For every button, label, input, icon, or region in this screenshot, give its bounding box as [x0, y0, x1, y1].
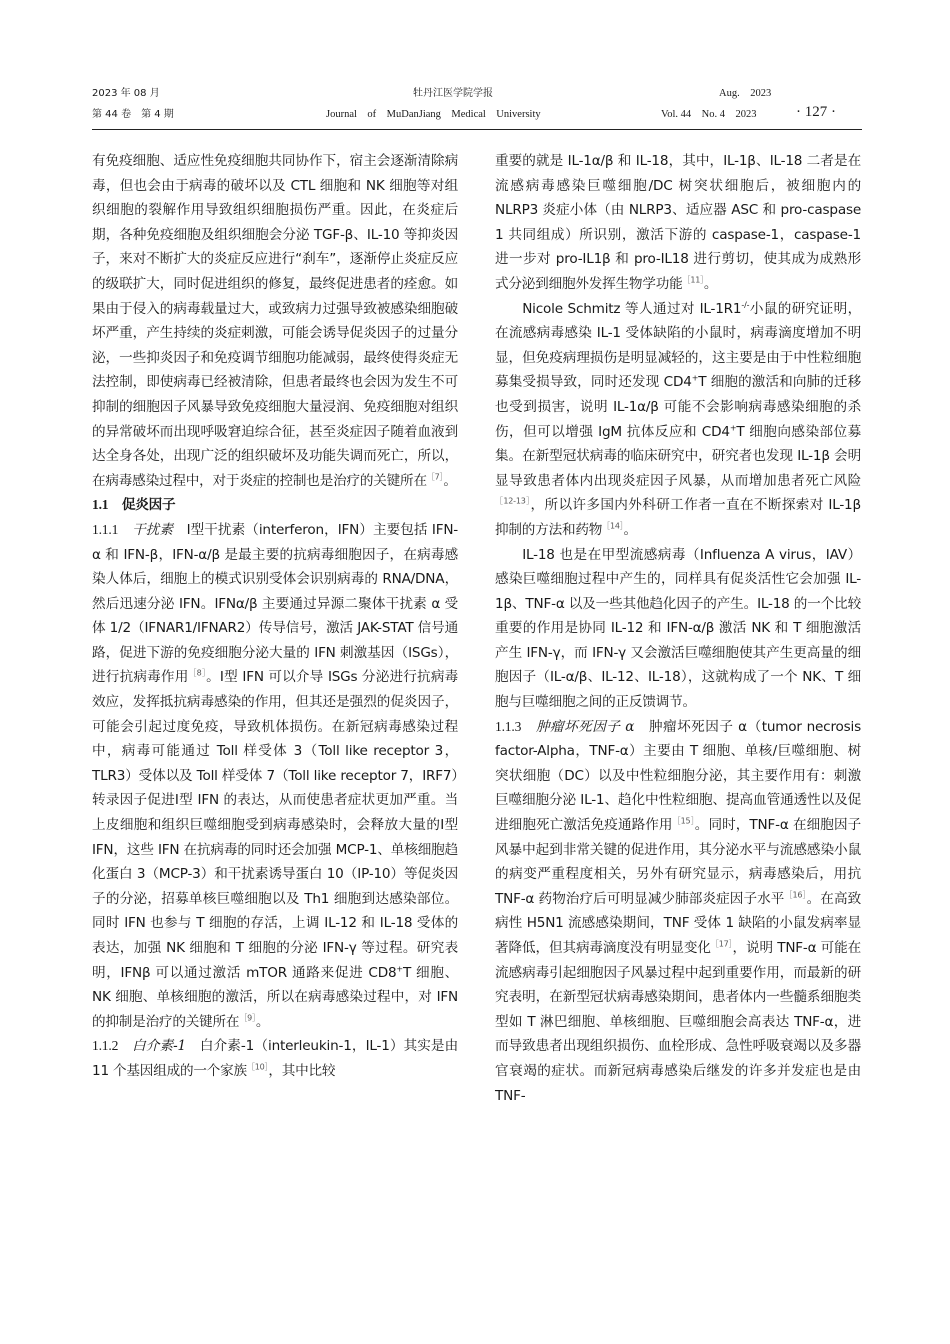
paragraph: 有免疫细胞、适应性免疫细胞共同协作下，宿主会逐渐清除病毒，但也会由于病毒的破坏以及 CTL 细胞和 NK 细胞等对组织细胞的裂解作用导致组织细胞损伤严重。因此，在炎症后期，各种免疫细胞及组织细胞会分泌 TGF-β、IL-10 等抑炎因子，来对不断扩大的炎症反应进行“刹车”，逐渐停止炎症反应的级联扩大，同时促进组织的修复，最终促进患者的痊愈。如果由于侵入的病毒载量过大，或致病力过强导致被感染细胞破坏严重，产生持续的炎症刺激，可能会诱导促炎因子的过量分泌，一些抑炎因子和免疫调节细胞功能减弱，最终使得炎症无法控制，即使病毒已经被清除，但患者最终也会因为发生不可抑制的细胞因子风暴导致免疫细胞大量浸润、免疫细胞对组织的异常破坏而出现呼吸窘迫综合征，甚至炎症因子随着血液到达全身各处，出现广泛的组织破坏及功能失调而死亡，所以，在病毒感染过程中，对于炎症的控制也是治疗的关键所在$^{[7]}$。 — [92, 153, 458, 489]
header-date-en: Aug. 2023 — [719, 88, 772, 99]
subsection-title: 肿瘤坏死因子 α — [535, 718, 635, 735]
citation: ［9］ — [239, 1013, 256, 1023]
header-journal-cn: 牡丹江医学院学报 — [413, 88, 493, 99]
citation: ［11］ — [682, 275, 704, 285]
subsection-number: 1.1.2 — [92, 1038, 119, 1054]
subsection-number: 1.1.1 — [92, 521, 119, 537]
header-date-cn: 2023 年 08 月 — [92, 88, 160, 99]
subsection-paragraph: 1.1.2 白介素-1 白介素-1（interleukin-1，IL-1）其实是由 11 个基因组成的一个家族$^{[10]}$，其中比较 — [92, 1038, 458, 1079]
right-column — [495, 149, 861, 1108]
header-volume-en: Vol. 44 No. 4 2023 — [661, 109, 757, 120]
paragraph: Nicole Schmitz 等人通过对 IL-1R1-/-小鼠的研究证明，在流感病毒感染 IL-1 受体缺陷的小鼠时，病毒滴度增加不明显，但免疫病理损伤是明显减轻的，这主要是由于中性粒细胞募集受损导致，同时还发现 CD4+T 细胞的激活和向肺的迁移也受到损害，说明 IL-1α/β 可能不会影响病毒感染细胞的杀伤，但可以增强 IgM 抗体反应和 CD4+T 细胞向感染部位募集。在新型冠状病毒的临床研究中，研究者也发现 IL-1β 会明显导致患者体内出现炎症因子风暴，从而增加患者死亡风险$^{[12-13]}$，所以许多国内外科研工作者一直在不断探索对 IL-1β 抑制的方法和药物$^{[14]}$。 — [495, 300, 862, 538]
header-journal-en: Journal of MuDanJiang Medical University — [326, 109, 541, 120]
page-number: · 127 · — [796, 104, 836, 120]
citation: ［17］ — [710, 939, 733, 949]
citation: ［12-13］ — [495, 496, 531, 506]
subsection-paragraph: 1.1.1 干扰素 Ⅰ型干扰素（interferon，IFN）主要包括 IFN-α 和 IFN-β，IFN-α/β 是最主要的抗病毒细胞因子，在病毒感染人体后，细胞上的模式识别受体会识别病毒的 RNA/DNA，然后迅速分泌 IFN。IFNα/β 主要通过异源二聚体干扰素 α 受体 1/2（IFNAR1/IFNAR2）传导信号，激活 JAK-STAT 信号通路，促进下游的免疫细胞分泌大量的 IFN 刺激基因（ISGs），进行抗病毒作用$^{[8]}$。Ⅰ型 IFN 可以介导 ISGs 分泌进行抗病毒效应，发挥抵抗病毒感染的作用，但其还是强烈的促炎因子，可能会引起过度免疫，导致机体损伤。在新冠病毒感染过程中，病毒可能通过 Toll 样受体 3（Toll like receptor 3，TLR3）受体以及 Toll 样受体 7（Toll like receptor 7，IRF7）转录因子促进Ⅰ型 IFN 的表达，从而使患者症状更加严重。当上皮细胞和组织巨噬细胞受到病毒感染时，会释放大量的Ⅰ型 IFN，这些 IFN 在抗病毒的同时还会加强 MCP-1、单核细胞趋化蛋白 3（MCP-3）和干扰素诱导蛋白 10（IP-10）等促炎因子的分泌，招募单核巨噬细胞以及 Th1 细胞到达感染部位。同时 IFN 也参与 T 细胞的存活，上调 IL-12 和 IL-18 受体的表达，加强 NK 细胞和 T 细胞的分泌 IFN-γ 等过程。研究表明，IFNβ 可以通过激活 mTOR 通路来促进 CD8+T 细胞、NK 细胞、单核细胞的激活，所以在病毒感染过程中，对 IFN 的抑制是治疗的关键所在$^{[9]}$。 — [92, 521, 458, 1030]
paragraph: IL-18 也是在甲型流感病毒（Influenza A virus，IAV）感染巨噬细胞过程中产生的，同样具有促炎活性它会加强 IL-1β、TNF-α 以及一些其他趋化因子的产生。IL-18 的一个比较重要的作用是协同 IL-12 和 IFN-α/β 激活 NK 和 T 细胞激活产生 IFN-γ，而 IFN-γ 又会激活巨噬细胞使其产生更高量的细胞因子（IL-α/β、IL-12、IL-18），这就构成了一个 NK、T 细胞与巨噬细胞之间的正反馈调节。 — [495, 546, 861, 711]
left-column — [92, 149, 458, 1084]
subsection-title: 白介素-1 — [132, 1038, 186, 1055]
citation: ［16］ — [784, 890, 807, 900]
citation: ［10］ — [246, 1062, 269, 1072]
paragraph: 重要的就是 IL-1α/β 和 IL-18，其中，IL-1β、IL-18 二者是在流感病毒感染巨噬细胞/DC 树突状细胞后，被细胞内的 NLRP3 炎症小体（由 NLRP3、适应器 ASC 和 pro-caspase 1 共同组成）所识别，激活下游的 caspase-1，caspase-1 进一步对 pro-IL1β 和 pro-IL18 进行剪切，使其成为成熟形式分泌到细胞外发挥生物学功能$^{[11]}$。 — [495, 153, 861, 292]
citation: ［15］ — [672, 816, 695, 826]
citation: ［14］ — [602, 521, 624, 531]
header-volume-cn: 第 44 卷 第 4 期 — [92, 109, 174, 120]
header-rule — [92, 129, 862, 130]
citation: ［7］ — [426, 472, 444, 482]
subsection-number: 1.1.3 — [495, 718, 522, 734]
citation: ［8］ — [188, 668, 207, 678]
section-heading: 1.1 促炎因子 — [92, 497, 176, 514]
subsection-title: 干扰素 — [132, 521, 173, 538]
subsection-paragraph: 1.1.3 肿瘤坏死因子 α 肿瘤坏死因子 α（tumor necrosis factor-Alpha，TNF-α）主要由 T 细胞、单核/巨噬细胞、树突状细胞（DC）以及中性粒细胞分泌，其主要作用有：刺激巨噬细胞分泌 IL-1、趋化中性粒细胞、提高血管通透性以及促进细胞死亡激活免疫通路作用$^{[15]}$。同时，TNF-α 在细胞因子风暴中起到非常关键的促进作用，其分泌水平与流感感染小鼠的病变严重程度相关，另外有研究显示，病毒感染后，用抗 TNF-α 药物治疗后可明显减少肺部炎症因子水平$^{[16]}$。在高致病性 H5N1 流感感染期间，TNF 受体 1 缺陷的小鼠发病率显著降低，但其病毒滴度没有明显变化$^{[17]}$，说明 TNF-α 可能在流感病毒引起细胞因子风暴过程中起到重要作用，而最新的研究表明，在新型冠状病毒感染期间，患者体内一些髓系细胞类型如 T 淋巴细胞、单核细胞、巨噬细胞会高表达 TNF-α，进而导致患者出现组织损伤、血栓形成、急性呼吸衰竭以及多器官衰竭的症状。而新冠病毒感染后继发的许多并发症也是由 TNF- — [495, 718, 861, 1104]
